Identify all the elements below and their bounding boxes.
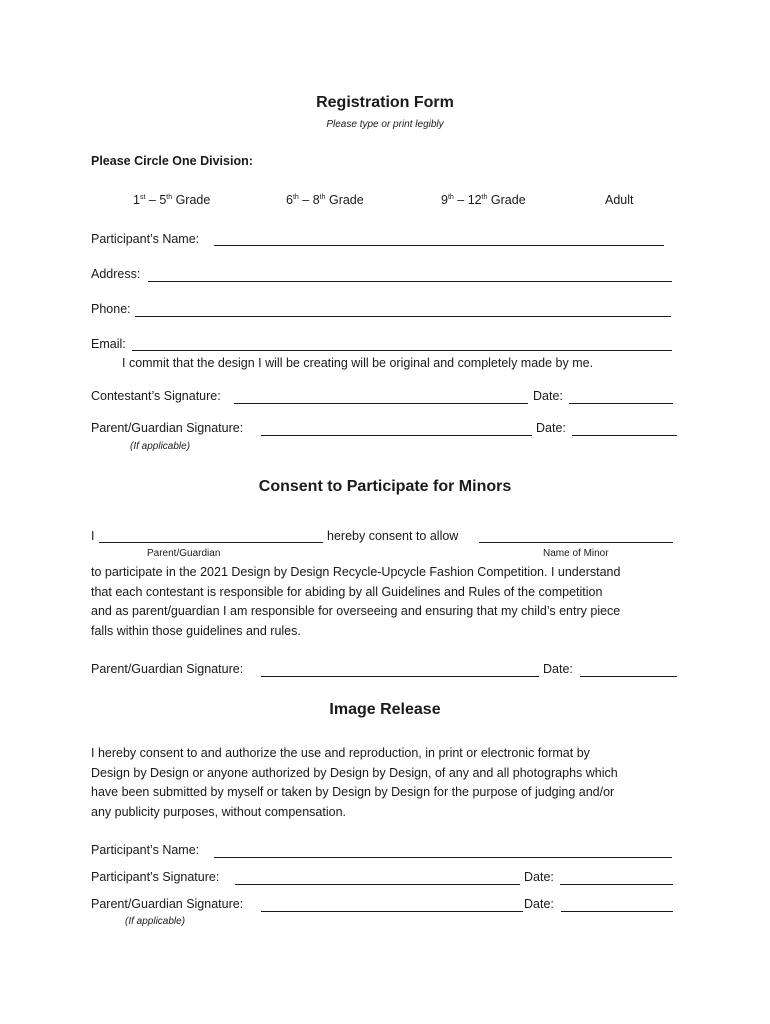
release-participant-name-field[interactable] bbox=[214, 857, 672, 858]
phone-field[interactable] bbox=[135, 316, 671, 317]
release-if-applicable-note: (If applicable) bbox=[125, 916, 186, 927]
consent-line: falls within those guidelines and rules. bbox=[91, 623, 301, 638]
division-option-6-8[interactable] bbox=[286, 193, 364, 207]
grade-suffix: Grade bbox=[487, 193, 526, 207]
consent-guardian-signature-field[interactable] bbox=[261, 676, 539, 677]
release-guardian-signature-field[interactable] bbox=[261, 911, 523, 912]
grade-start-sup: th bbox=[292, 194, 299, 201]
guardian-signature-field[interactable] bbox=[261, 435, 532, 436]
registration-subtitle: Please type or print legibly bbox=[326, 119, 444, 130]
grade-start: 6 bbox=[286, 193, 293, 207]
consent-title: Consent to Participate for Minors bbox=[258, 478, 512, 495]
grade-start-sup: st bbox=[139, 194, 146, 201]
grade-start-sup: th bbox=[447, 194, 454, 201]
email-field[interactable] bbox=[132, 350, 672, 351]
consent-guardian-signature-label: Parent/Guardian Signature: bbox=[91, 662, 244, 676]
participant-name-label: Participant’s Name: bbox=[91, 232, 200, 246]
release-participant-date-label: Date: bbox=[524, 870, 554, 884]
division-option-9-12[interactable] bbox=[441, 193, 526, 207]
consent-line: to participate in the 2021 Design by Design Recycle-Upcycle Fashion Competition. I understand bbox=[91, 565, 621, 579]
guardian-date-label: Date: bbox=[536, 421, 566, 435]
division-option-1-5[interactable] bbox=[133, 193, 210, 207]
name-of-minor-caption: Name of Minor bbox=[543, 548, 609, 559]
release-line: any publicity purposes, without compensation. bbox=[91, 804, 347, 819]
grade-end: 5 bbox=[159, 193, 167, 207]
parent-guardian-caption: Parent/Guardian bbox=[147, 548, 221, 559]
guardian-signature-label: Parent/Guardian Signature: bbox=[91, 421, 244, 435]
release-guardian-date-field[interactable] bbox=[561, 911, 673, 912]
grade-sep: – bbox=[298, 193, 313, 207]
grade-end: 8 bbox=[312, 193, 320, 207]
grade-sep: – bbox=[453, 193, 468, 207]
release-guardian-date-label: Date: bbox=[524, 897, 554, 911]
division-option-adult[interactable]: Adult bbox=[605, 193, 634, 207]
guardian-date-field[interactable] bbox=[572, 435, 677, 436]
release-participant-name-label: Participant’s Name: bbox=[91, 843, 200, 857]
grade-sep: – bbox=[145, 193, 160, 207]
release-participant-signature-label: Participant’s Signature: bbox=[91, 870, 220, 884]
contestant-signature-label: Contestant’s Signature: bbox=[91, 389, 221, 403]
address-field[interactable] bbox=[148, 281, 672, 282]
registration-title: Registration Form bbox=[316, 94, 454, 111]
release-line: Design by Design or anyone authorized by Design by Design, of any and all photographs which bbox=[91, 765, 618, 780]
grade-end-sup: th bbox=[166, 194, 173, 201]
grade-end-sup: th bbox=[481, 194, 488, 201]
release-participant-date-field[interactable] bbox=[560, 884, 673, 885]
grade-start: 9 bbox=[441, 193, 448, 207]
image-release-body bbox=[91, 744, 691, 822]
release-line: have been submitted by myself or taken by Design by Design for the purpose of judging and/or bbox=[91, 785, 615, 799]
consent-minor-name-field[interactable] bbox=[479, 542, 673, 543]
consent-hereby-label: hereby consent to allow bbox=[327, 529, 459, 543]
commit-statement: I commit that the design I will be creating will be original and completely made by me. bbox=[122, 356, 594, 370]
contestant-date-field[interactable] bbox=[569, 403, 673, 404]
address-label: Address: bbox=[91, 267, 141, 281]
consent-body bbox=[91, 563, 691, 641]
grade-suffix: Grade bbox=[325, 193, 364, 207]
consent-line: that each contestant is responsible for abiding by all Guidelines and Rules of the competition bbox=[91, 584, 603, 599]
division-label: Please Circle One Division: bbox=[91, 154, 253, 168]
grade-suffix: Grade bbox=[172, 193, 211, 207]
release-guardian-signature-label: Parent/Guardian Signature: bbox=[91, 897, 244, 911]
consent-guardian-name-field[interactable] bbox=[99, 542, 323, 543]
grade-end: 12 bbox=[467, 193, 482, 207]
consent-date-label: Date: bbox=[543, 662, 573, 676]
contestant-signature-field[interactable] bbox=[234, 403, 528, 404]
image-release-title: Image Release bbox=[329, 701, 441, 718]
release-participant-signature-field[interactable] bbox=[235, 884, 520, 885]
email-label: Email: bbox=[91, 337, 126, 351]
consent-date-field[interactable] bbox=[580, 676, 677, 677]
grade-start: 1 bbox=[133, 193, 140, 207]
grade-end-sup: th bbox=[319, 194, 326, 201]
consent-i-label: I bbox=[91, 529, 95, 543]
release-line: I hereby consent to and authorize the use and reproduction, in print or electronic format by bbox=[91, 746, 590, 760]
consent-line: and as parent/guardian I am responsible for overseeing and ensuring that my child’s entry piece bbox=[91, 604, 621, 618]
if-applicable-note: (If applicable) bbox=[130, 441, 191, 452]
contestant-date-label: Date: bbox=[533, 389, 563, 403]
participant-name-field[interactable] bbox=[214, 245, 664, 246]
phone-label: Phone: bbox=[91, 302, 131, 316]
